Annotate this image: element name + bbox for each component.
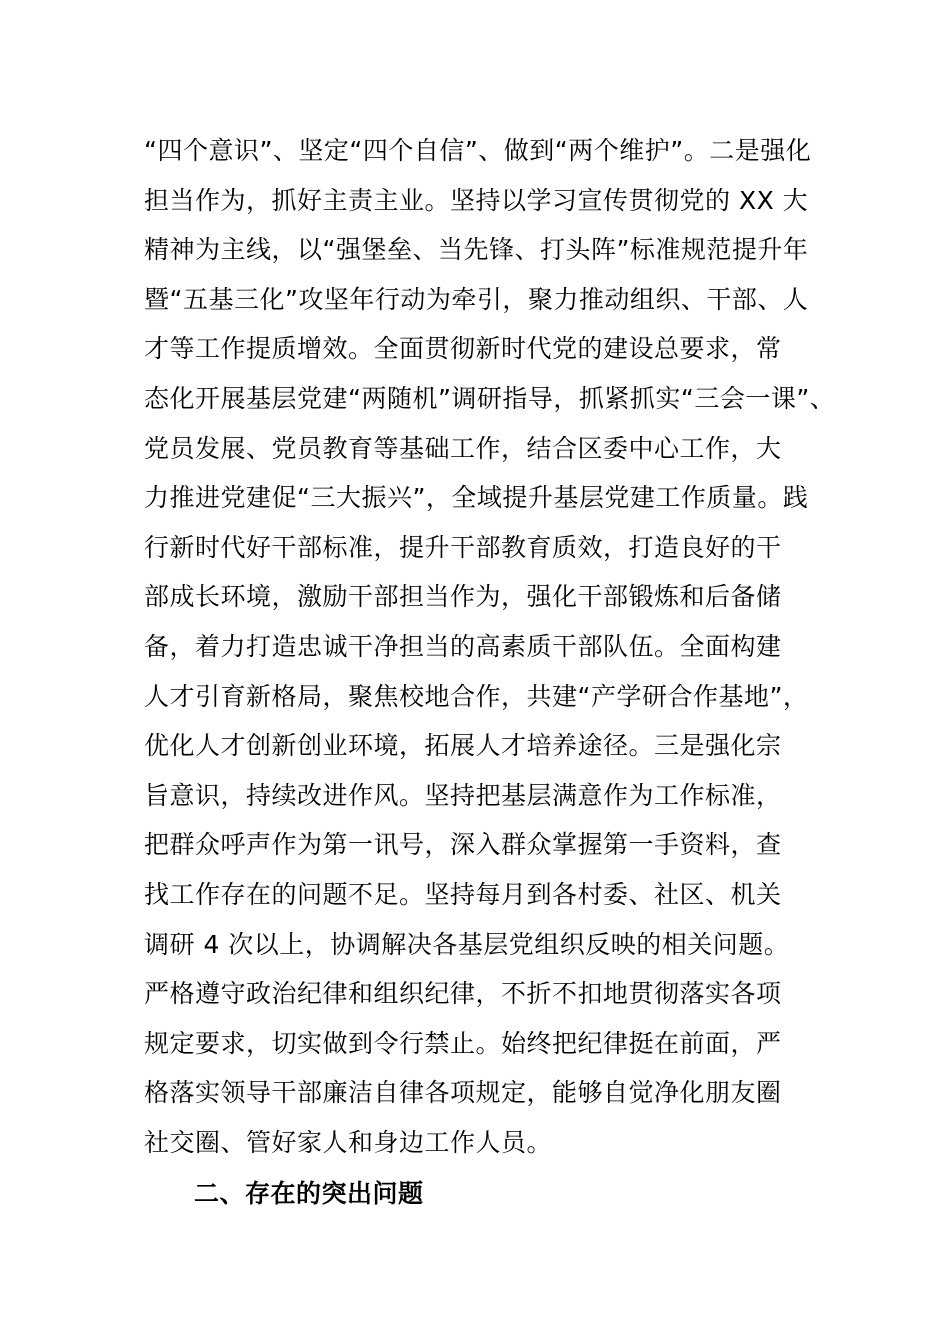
text-line: 把群众呼声作为第一讯号，深入群众掌握第一手资料，查 [144, 830, 782, 860]
text-line: 行新时代好干部标准，提升干部教育质效，打造良好的干 [144, 532, 782, 562]
text-line: “四个意识”、坚定“四个自信”、做到“两个维护”。二是强化 [144, 136, 812, 165]
text-line: 才等工作提质增效。全面贯彻新时代党的建设总要求，常 [144, 334, 782, 364]
text-line: 格落实领导干部廉洁自律各项规定，能够自觉净化朋友圈 [144, 1078, 782, 1108]
text-line: 旨意识，持续改进作风。坚持把基层满意作为工作标准， [144, 780, 782, 810]
text-line: 优化人才创新创业环境，拓展人才培养途径。三是强化宗 [144, 731, 782, 761]
text-line: 精神为主线，以“强堡垒、当先锋、打头阵”标准规范提升年 [144, 235, 809, 265]
text-line: 人才引育新格局，聚焦校地合作，共建“产学研合作基地”， [144, 681, 809, 711]
text-line: 规定要求，切实做到令行禁止。始终把纪律挺在前面，严 [144, 1028, 782, 1058]
text-line: 暨“五基三化”攻坚年行动为牵引，聚力推动组织、干部、人 [144, 284, 809, 314]
text-line: 部成长环境，激励干部担当作为，强化干部锻炼和后备储 [144, 582, 782, 612]
text-line: 态化开展基层党建“两随机”调研指导，抓紧抓实“三会一课”、 [144, 383, 836, 413]
text-line: 找工作存在的问题不足。坚持每月到各村委、社区、机关 [144, 879, 782, 909]
text-line: 备，着力打造忠诚干净担当的高素质干部队伍。全面构建 [144, 631, 782, 661]
text-line: 严格遵守政治纪律和组织纪律，不折不扣地贯彻落实各项 [144, 979, 782, 1009]
text-line: 担当作为，抓好主责主业。坚持以学习宣传贯彻党的 XX 大 [144, 185, 809, 215]
section-heading: 二、存在的突出问题 [194, 1179, 424, 1209]
text-line: 党员发展、党员教育等基础工作，结合区委中心工作，大 [144, 433, 782, 463]
body-text [144, 126, 836, 1219]
text-line: 力推进党建促“三大振兴”，全域提升基层党建工作质量。践 [144, 483, 809, 513]
text-line: 社交圈、管好家人和身边工作人员。 [144, 1127, 553, 1157]
text-line: 调研 4 次以上，协调解决各基层党组织反映的相关问题。 [144, 929, 790, 959]
